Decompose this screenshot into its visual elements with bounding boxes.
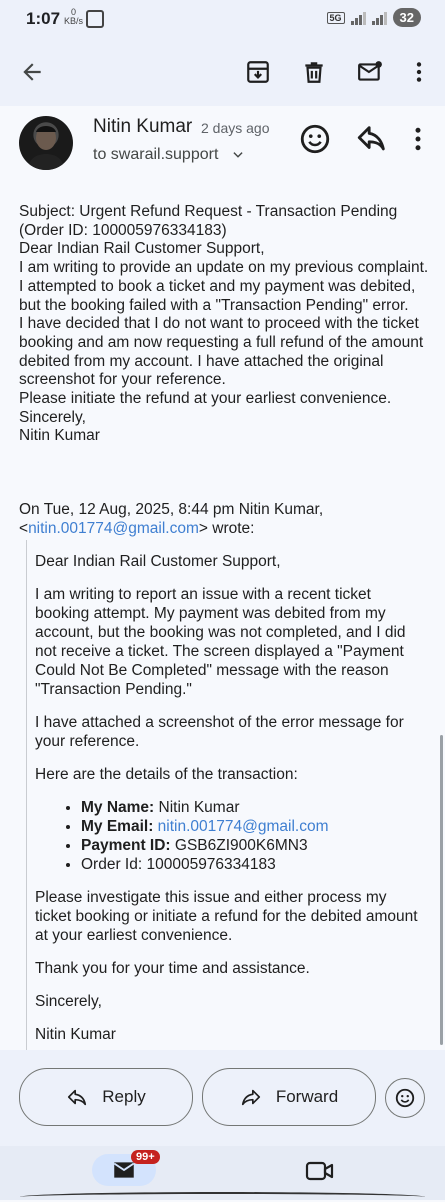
list-item: • Payment ID: GSB6ZI900K6MN3 [81, 836, 420, 855]
video-call-icon[interactable] [305, 1158, 335, 1184]
body-line: I am writing to provide an update on my previous complaint. I attempted to book a ticket and my payment was debited, but the booking failed with a "Transaction Pending" error. [19, 259, 429, 314]
quoted-signature: Nitin Kumar [35, 1026, 116, 1043]
quoted-closing: Sincerely, [35, 993, 102, 1010]
detail-email-link[interactable]: nitin.001774@gmail.com [157, 818, 329, 835]
add-reaction-icon[interactable] [298, 122, 332, 156]
list-item: • My Email: nitin.001774@gmail.com [81, 817, 420, 836]
screenshot-icon [86, 10, 104, 28]
status-indicators [327, 8, 421, 27]
list-item: • Order Id: 100005976334183 [81, 855, 420, 874]
quote-header: On Tue, 12 Aug, 2025, 8:44 pm Nitin Kumar, <nitin.001774@gmail.com> wrote: [19, 501, 324, 537]
battery-indicator: 32 [393, 8, 421, 27]
reply-icon [66, 1086, 88, 1108]
unread-badge: 99+ [131, 1150, 160, 1164]
list-item: • My Name: Nitin Kumar [81, 798, 420, 817]
back-arrow-icon[interactable] [14, 54, 50, 90]
quoted-greeting: Dear Indian Rail Customer Support, [35, 553, 281, 570]
archive-icon[interactable] [240, 54, 276, 90]
clock: 1:07 [26, 9, 61, 28]
message-body [19, 203, 429, 446]
quoted-paragraph: Please investigate this issue and either process my ticket booking or initiate a refund for the debited amount at your earliest convenience. [35, 889, 418, 944]
more-vert-icon[interactable] [401, 54, 437, 90]
quoted-message [26, 540, 422, 1050]
quoted-paragraph: I am writing to report an issue with a recent ticket booking attempt. My payment was debited from my account, but the booking was not completed, and I did not receive a ticket. The screen displayed a "Payment Could Not Be Completed" message with the reason "Transaction Pending." [35, 586, 406, 698]
signal-icon [351, 11, 366, 25]
message-header [0, 106, 445, 184]
reply-label: Reply [102, 1087, 146, 1106]
quoted-paragraph: I have attached a screenshot of the error message for your reference. [35, 714, 404, 750]
quoted-paragraph: Thank you for your time and assistance. [35, 960, 310, 977]
recipient-line[interactable]: to swarail.support [93, 146, 219, 163]
net-speed: 0 KB/s [64, 7, 84, 26]
emoji-icon [394, 1087, 416, 1109]
reply-button[interactable] [19, 1068, 193, 1126]
network-badge: 5G [327, 12, 345, 24]
chevron-down-icon[interactable] [231, 148, 245, 162]
avatar[interactable] [19, 116, 73, 170]
transaction-details [35, 798, 420, 874]
body-line: Dear Indian Rail Customer Support, [19, 240, 265, 258]
body-line: Subject: Urgent Refund Request - Transaction Pending (Order ID: 100005976334183) [19, 203, 398, 239]
scrollbar[interactable] [440, 735, 443, 1045]
body-line: Please initiate the refund at your earliest convenience. [19, 390, 392, 408]
body-line: Nitin Kumar [19, 427, 100, 445]
forward-icon [240, 1086, 262, 1108]
reply-icon[interactable] [355, 122, 389, 156]
react-button[interactable] [385, 1078, 425, 1118]
action-bar [0, 1050, 445, 1146]
status-bar [0, 0, 445, 38]
message-time: 2 days ago [201, 120, 270, 136]
forward-button[interactable] [202, 1068, 376, 1126]
mark-unread-icon[interactable] [352, 54, 388, 90]
gesture-bar [20, 1192, 425, 1202]
sender-name[interactable]: Nitin Kumar [93, 116, 193, 137]
quote-email-link[interactable]: nitin.001774@gmail.com [28, 520, 199, 537]
quoted-paragraph: Here are the details of the transaction: [35, 766, 298, 783]
forward-label: Forward [275, 1087, 339, 1106]
signal-icon-2 [372, 11, 387, 25]
body-line: Sincerely, [19, 408, 86, 426]
body-line: I have decided that I do not want to proceed with the ticket booking and am now requesting a full refund of the amount debited from my account. I have attached the original screenshot for your reference. [19, 315, 424, 389]
delete-icon[interactable] [296, 54, 332, 90]
message-more-icon[interactable] [408, 124, 428, 154]
top-toolbar [0, 38, 445, 106]
